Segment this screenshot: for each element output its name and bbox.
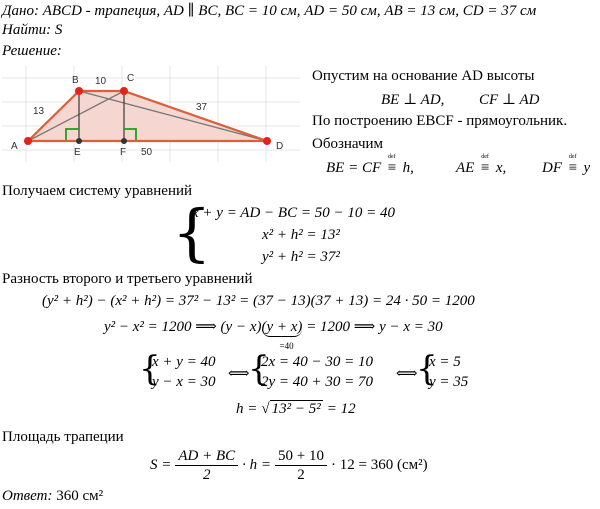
rectangle-text: По построению EBCF - прямоугольник. <box>312 113 568 129</box>
def-mark-2: def <box>481 154 489 160</box>
sys1-brace: { <box>139 349 161 389</box>
system-heading: Получаем систему уравнений <box>2 183 193 199</box>
area-num-2: 50 + 10 <box>275 447 327 466</box>
area-mid: · h = <box>242 457 272 473</box>
label-e: E <box>74 147 81 158</box>
answer-value: 360 см² <box>56 488 104 504</box>
radicand: 13² − 5² <box>271 401 321 417</box>
diff-heading: Разность второго и третьего уравнений <box>2 271 253 287</box>
label-b: B <box>72 75 79 86</box>
system-eq1: x + y = AD − BC = 50 − 10 = 40 <box>192 205 395 221</box>
diff-line1: (y² + h²) − (x² + h²) = 37² − 13² = (37 − 13)(37 + 13) = 24 · 50 = 1200 <box>42 293 475 309</box>
height-lhs: h = <box>236 400 258 417</box>
area-s: S = <box>150 457 172 473</box>
def-eq-1: def ≡ <box>386 154 397 176</box>
vertex-d <box>263 137 271 145</box>
label-d: D <box>276 141 284 152</box>
perp-cf: CF ⊥ AD <box>479 92 540 108</box>
area-rest: · 12 = 360 (см²) <box>331 457 428 473</box>
height-formula <box>236 400 356 418</box>
def-x <box>456 154 507 177</box>
height-rhs: = 12 <box>326 400 356 417</box>
side-label-ab: 13 <box>33 106 45 117</box>
def-mark-3: def <box>568 154 577 160</box>
drop-heights-text <box>312 68 535 85</box>
find-label: Найти: <box>2 22 52 38</box>
diff-line2-pre: y² − x² = 1200 ⟹ (y − x) <box>104 319 262 335</box>
vertex-c <box>120 87 128 95</box>
system-eq3: y² + h² = 37² <box>262 249 340 265</box>
def-x-rhs: x, <box>495 160 507 176</box>
def-eq-3: def ≡ <box>567 154 578 176</box>
sys3-brace: { <box>416 349 438 389</box>
area-frac-1 <box>175 447 238 484</box>
def-y-rhs: y <box>583 160 591 176</box>
system-brace: { <box>172 196 212 269</box>
diff-line2 <box>104 317 443 351</box>
def-eq-2: def ≡ <box>480 154 491 176</box>
sys1-eq-b: y − x = 30 <box>152 374 216 390</box>
perp-be: BE ⊥ AD, <box>381 92 445 108</box>
trapezoid-figure <box>2 66 300 162</box>
radical-sign: √ <box>261 400 270 417</box>
diff-line2-post: = 1200 ⟹ y − x = 30 <box>306 319 443 335</box>
find-line <box>2 22 62 39</box>
system-eq2: x² + h² = 13² <box>262 227 340 243</box>
diff-line2-brace: (y + x) <box>261 319 303 335</box>
equiv-arrow-1: ⟺ <box>228 366 250 382</box>
find-value: S <box>54 22 63 38</box>
given-label: Дано: <box>2 3 39 19</box>
given-line <box>2 1 536 20</box>
point-e <box>76 138 82 144</box>
side-label-cd: 37 <box>196 102 208 113</box>
sys2-eq-b: 2y = 40 + 30 = 70 <box>261 374 374 390</box>
label-c: C <box>127 73 135 84</box>
drop-heights-label: Опустим на основание AD высоты <box>312 68 535 84</box>
underbrace-group <box>261 319 303 351</box>
sys3-eq-a: x = 5 <box>429 354 461 370</box>
point-f <box>121 138 127 144</box>
underbrace-label: =40 <box>279 341 294 351</box>
vertex-b <box>75 87 83 95</box>
sys3-eq-b: y = 35 <box>429 374 469 390</box>
area-den-2: 2 <box>297 467 305 483</box>
solution-label: Решение: <box>2 43 62 59</box>
sys1-eq-a: x + y = 40 <box>152 354 216 370</box>
answer-line <box>2 488 103 505</box>
sys2-brace: { <box>248 349 270 389</box>
def-mark-1: def <box>388 154 396 160</box>
side-label-bc: 10 <box>95 76 107 87</box>
answer-label: Ответ: <box>2 488 53 504</box>
denote-text: Обозначим <box>312 136 384 152</box>
given-text: ABCD - трапеция, AD ∥ BC, BC = 10 см, AD = 50 см, AB = 13 см, CD = 37 см <box>42 3 537 19</box>
area-heading: Площадь трапеции <box>2 429 124 445</box>
def-h <box>326 154 414 177</box>
area-den-1: 2 <box>203 467 211 483</box>
def-h-rhs: h, <box>402 160 414 176</box>
label-f: F <box>120 147 127 158</box>
label-a: A <box>11 141 18 152</box>
vertex-a <box>24 137 32 145</box>
side-label-50: 50 <box>141 147 153 158</box>
def-y-lhs: DF <box>542 160 562 176</box>
area-num-1: AD + BC <box>175 447 238 466</box>
def-y <box>542 154 591 177</box>
sys2-eq-a: 2x = 40 − 30 = 10 <box>261 354 374 370</box>
equiv-arrow-2: ⟺ <box>396 366 418 382</box>
area-frac-2 <box>275 447 327 484</box>
def-h-lhs: BE = CF <box>326 160 382 176</box>
def-x-lhs: AE <box>456 160 475 176</box>
area-formula <box>150 447 428 484</box>
